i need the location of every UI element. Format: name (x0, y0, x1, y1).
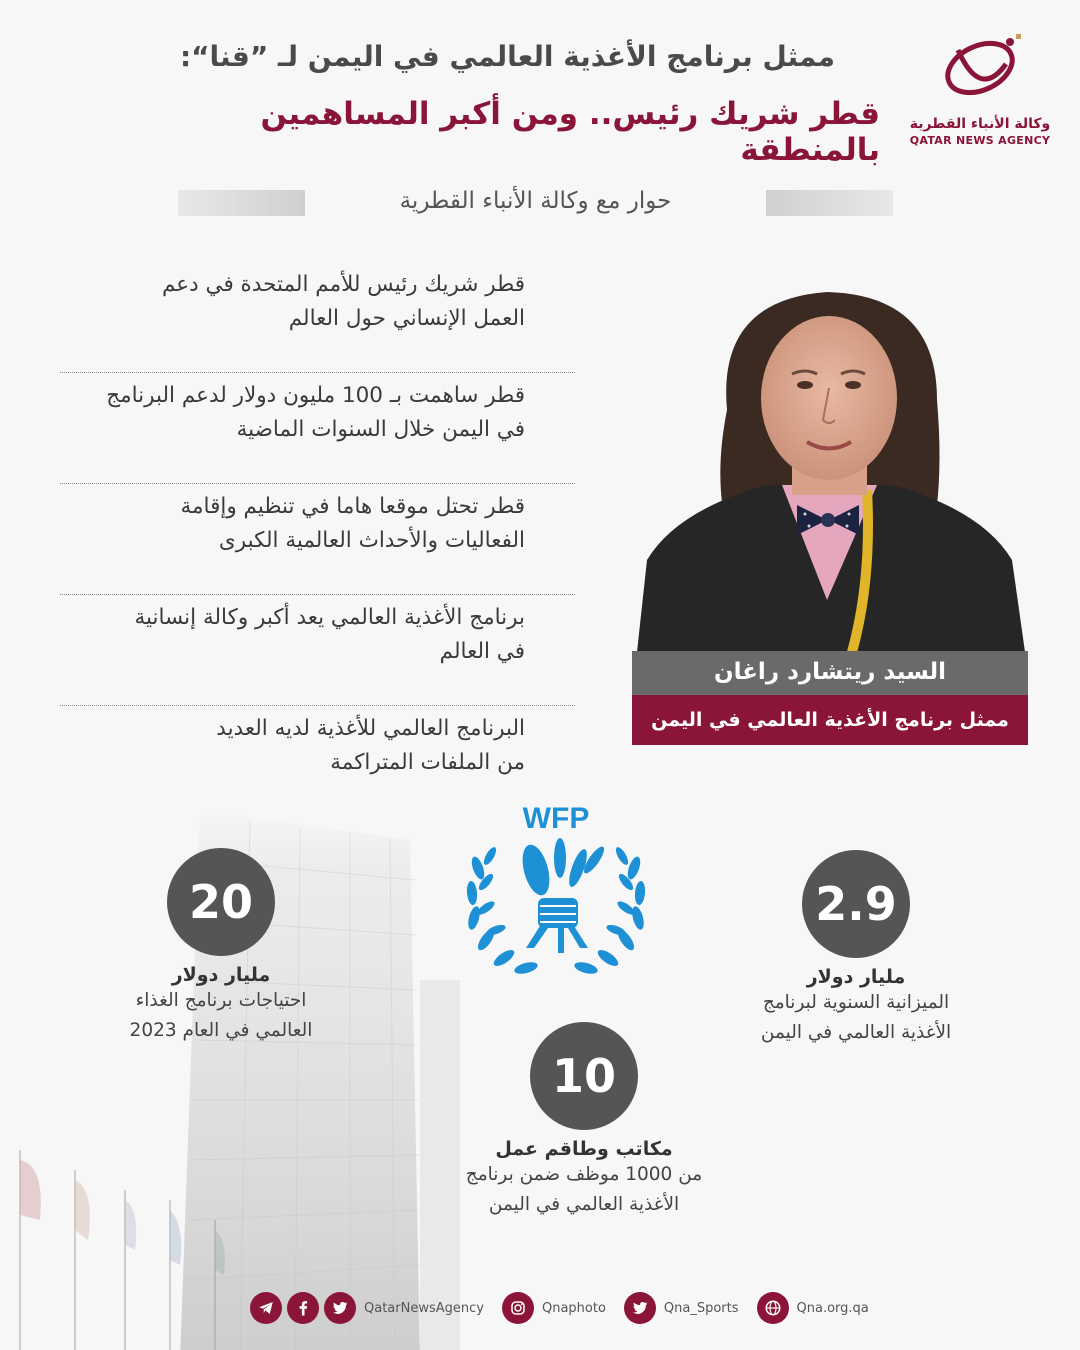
twitter-icon[interactable] (324, 1292, 356, 1324)
account-photo[interactable]: Qnaphoto (541, 1300, 606, 1316)
globe-icon[interactable] (757, 1292, 789, 1324)
stat-description: الميزانية السنوية لبرنامج (762, 992, 950, 1013)
key-point-line: البرنامج العالمي للأغذية لديه العديد (216, 716, 525, 741)
logo-name-arabic: وكالة الأنباء القطرية (909, 116, 1051, 132)
qna-logo (905, 30, 1055, 160)
key-points-list (60, 262, 575, 817)
flags-background (0, 1130, 260, 1350)
telegram-icon[interactable] (250, 1292, 282, 1324)
key-point (60, 484, 575, 595)
key-point (60, 595, 575, 706)
account-sports[interactable]: Qna_Sports (663, 1300, 739, 1316)
key-point-line: قطر شريك رئيس للأمم المتحدة في دعم (161, 272, 525, 297)
subtitle-row (178, 186, 893, 220)
stat-funding-needs (110, 848, 332, 1046)
stat-label: مليار دولار (171, 964, 271, 986)
qna-emblem-icon (930, 30, 1030, 110)
stat-description: الأغذية العالمي في اليمن (760, 1022, 952, 1043)
headline-line-2: قطر شريك رئيس.. ومن أكبر المساهمين بالمنطقة (260, 96, 880, 168)
stat-description: العالمي في العام 2023 (129, 1020, 313, 1041)
key-point-line: من الملفات المتراكمة (330, 750, 525, 775)
stat-description: احتياجات برنامج الغذاء (135, 990, 307, 1011)
twitter-icon[interactable] (624, 1292, 656, 1324)
wfp-logo (460, 798, 652, 978)
headline-line-1: ممثل برنامج الأغذية العالمي في اليمن لـ ”قنا“: (179, 40, 835, 73)
stat-description: من 1000 موظف ضمن برنامج (465, 1164, 703, 1185)
stat-annual-budget (740, 850, 972, 1048)
logo-name-english: QATAR NEWS AGENCY (909, 134, 1051, 147)
stat-value-circle: 20 (167, 848, 275, 956)
key-point (60, 373, 575, 484)
key-point-line: قطر تحتل موقعا هاما في تنظيم وإقامة (180, 494, 525, 519)
key-point-line: الفعاليات والأحداث العالمية الكبرى (218, 528, 525, 553)
social-footer (250, 1290, 887, 1326)
account-main[interactable]: QatarNewsAgency (364, 1300, 484, 1316)
stat-value-circle: 10 (530, 1022, 638, 1130)
key-point-line: في اليمن خلال السنوات الماضية (236, 417, 525, 442)
facebook-icon[interactable] (287, 1292, 319, 1324)
website-link[interactable]: Qna.org.qa (796, 1300, 869, 1316)
key-point-line: في العالم (439, 639, 525, 664)
key-point-line: برنامج الأغذية العالمي يعد أكبر وكالة إنسانية (134, 605, 525, 630)
stat-offices (460, 1022, 708, 1220)
key-point (60, 262, 575, 373)
instagram-icon[interactable] (502, 1292, 534, 1324)
subtitle: حوار مع وكالة الأنباء القطرية (399, 188, 672, 214)
wfp-logo-text: WFP (522, 802, 590, 835)
subtitle-bar-left (178, 190, 305, 216)
person-role: ممثل برنامج الأغذية العالمي في اليمن (632, 695, 1028, 745)
stat-label: مكاتب وطاقم عمل (495, 1138, 673, 1160)
key-point-line: العمل الإنساني حول العالم (288, 306, 525, 331)
key-point-line: قطر ساهمت بـ 100 مليون دولار لدعم البرنامج (106, 383, 525, 408)
person-name: السيد ريتشارد راغان (632, 651, 1028, 695)
stat-label: مليار دولار (806, 966, 906, 988)
portrait-photo (637, 280, 1025, 652)
stat-value-circle: 2.9 (802, 850, 910, 958)
stat-description: الأغذية العالمي في اليمن (488, 1194, 680, 1215)
subtitle-bar-right (766, 190, 893, 216)
